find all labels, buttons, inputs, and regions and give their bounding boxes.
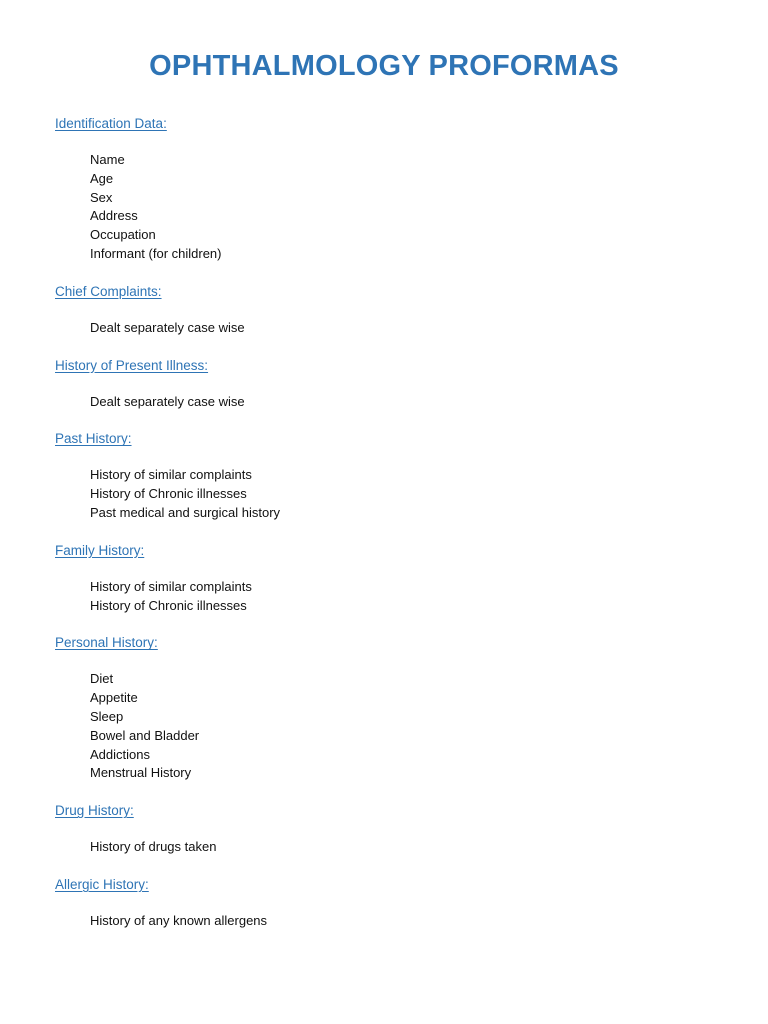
section-heading: Chief Complaints:: [55, 283, 162, 299]
list-item: Appetite: [90, 690, 138, 706]
section-past-history: [55, 429, 735, 522]
section-heading: Family History:: [55, 542, 145, 558]
section-heading: Drug History:: [55, 803, 134, 819]
proforma-sections: [55, 114, 735, 949]
list-item: Informant (for children): [90, 245, 222, 261]
section-item-list: [55, 670, 735, 783]
section-heading: Past History:: [55, 431, 132, 447]
list-item: History of Chronic illnesses: [90, 597, 247, 613]
section-history-of-present-illness: [55, 356, 735, 412]
section-heading: Allergic History:: [55, 876, 149, 892]
section-heading: History of Present Illness:: [55, 357, 209, 373]
list-item: History of similar complaints: [90, 578, 252, 594]
list-item: Dealt separately case wise: [90, 319, 245, 335]
list-item: Address: [90, 208, 138, 224]
section-item-list: [55, 838, 735, 857]
page-title: OPHTHALMOLOGY PROFORMAS: [149, 50, 619, 82]
section-identification-data: [55, 114, 735, 264]
section-personal-history: [55, 633, 735, 783]
section-heading: Identification Data:: [55, 116, 167, 131]
section-chief-complaints: [55, 282, 735, 338]
list-item: Dealt separately case wise: [90, 393, 245, 409]
list-item: Sleep: [90, 708, 124, 724]
list-item: Name: [90, 152, 125, 167]
section-item-list: [55, 151, 735, 264]
section-allergic-history: [55, 875, 735, 931]
list-item: History of drugs taken: [90, 839, 217, 855]
section-heading: Personal History:: [55, 635, 158, 651]
section-item-list: [55, 319, 735, 338]
section-item-list: [55, 912, 735, 931]
section-family-history: [55, 541, 735, 616]
list-item: Menstrual History: [90, 765, 192, 781]
list-item: History of any known allergens: [90, 912, 268, 928]
list-item: Sex: [90, 189, 113, 205]
list-item: Age: [90, 170, 114, 186]
list-item: Occupation: [90, 227, 156, 243]
list-item: Bowel and Bladder: [90, 727, 200, 743]
section-item-list: [55, 578, 735, 616]
section-item-list: [55, 393, 735, 412]
list-item: Addictions: [90, 746, 150, 762]
list-item: History of similar complaints: [90, 467, 252, 483]
section-drug-history: [55, 801, 735, 857]
section-item-list: [55, 466, 735, 522]
list-item: History of Chronic illnesses: [90, 486, 247, 502]
list-item: Diet: [90, 671, 114, 687]
list-item: Past medical and surgical history: [90, 504, 281, 520]
